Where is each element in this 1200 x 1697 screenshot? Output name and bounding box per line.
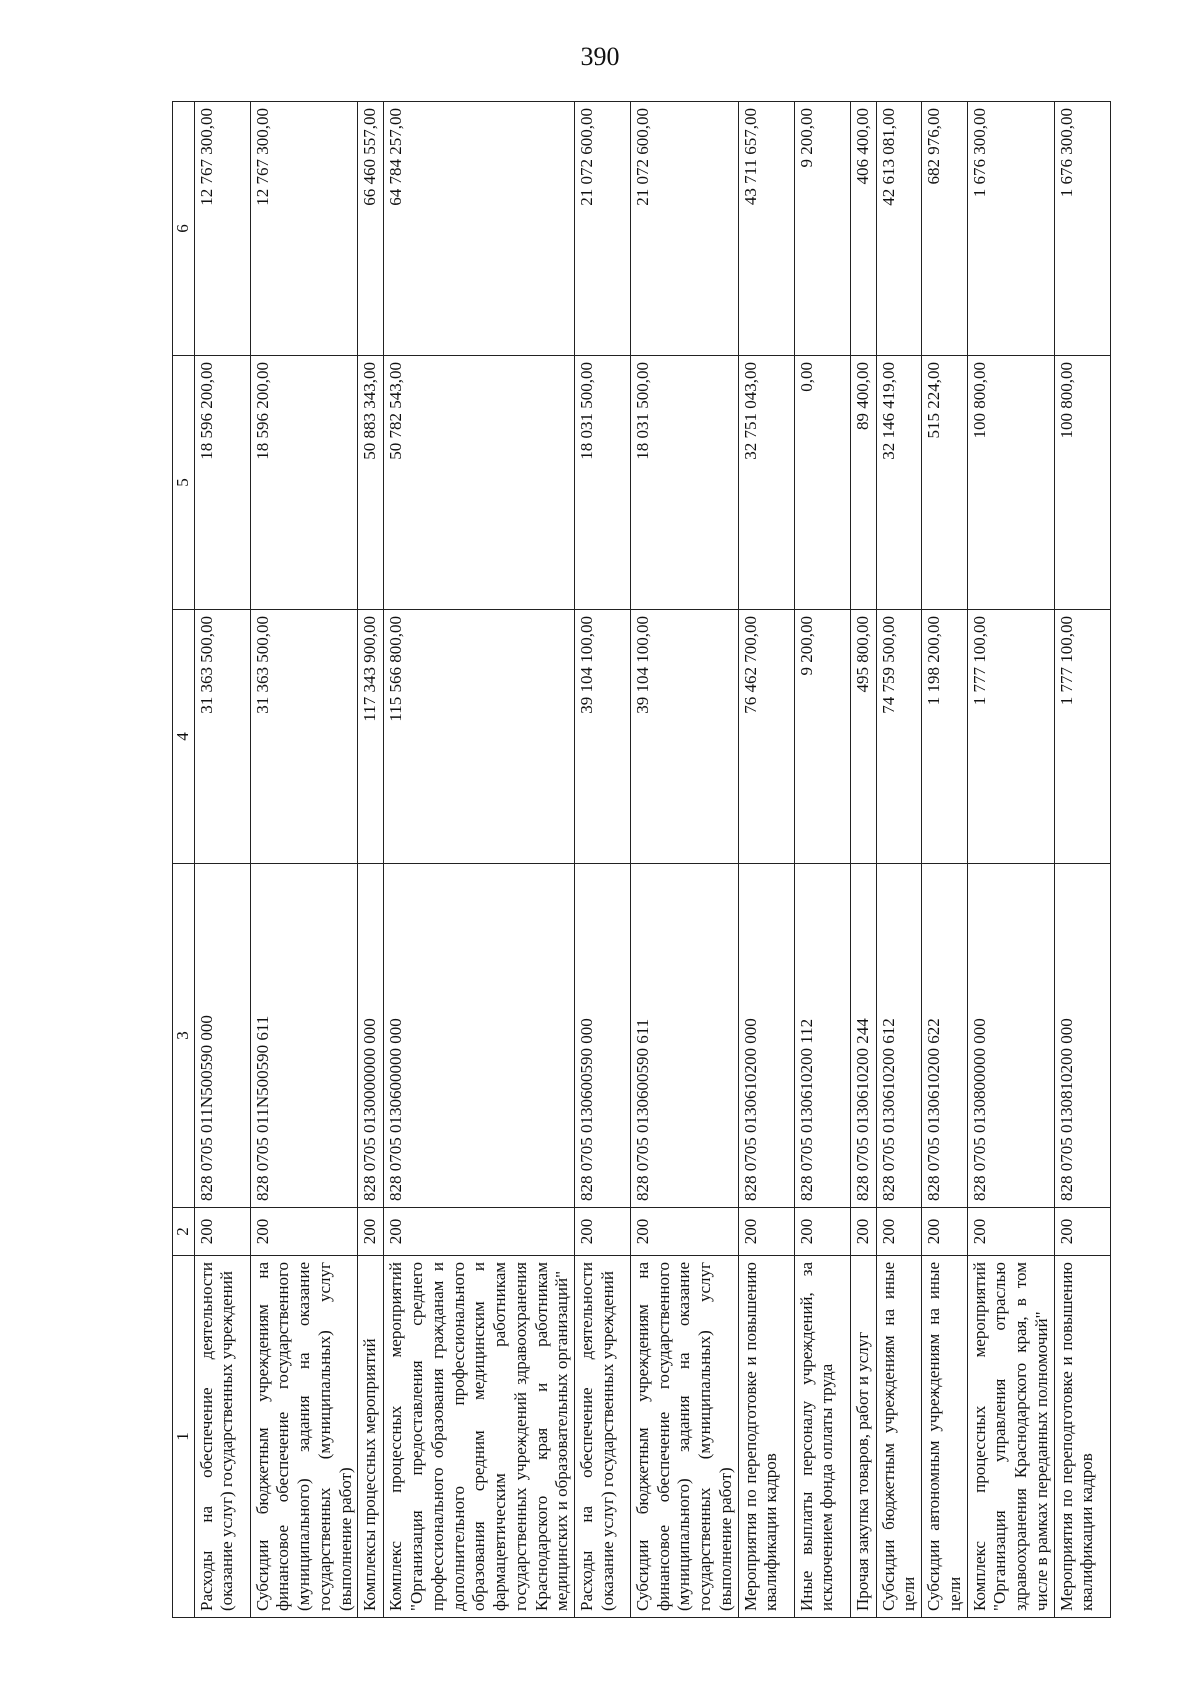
row-unit: 200 (194, 1208, 250, 1256)
row-amount-col5: 18 596 200,00 (194, 356, 250, 610)
header-cell-2: 2 (173, 1208, 195, 1256)
header-cell-6: 6 (173, 102, 195, 356)
table-row (358, 102, 384, 1618)
table-row (876, 102, 921, 1618)
header-cell-1: 1 (173, 1256, 195, 1618)
row-unit: 200 (1054, 1208, 1110, 1256)
row-amount-col6: 66 460 557,00 (358, 102, 384, 356)
row-budget-code: 828 0705 0130610200 622 (922, 864, 967, 1208)
row-amount-col5: 18 596 200,00 (250, 356, 358, 610)
row-amount-col4: 31 363 500,00 (194, 610, 250, 864)
row-amount-col5: 18 031 500,00 (575, 356, 631, 610)
row-amount-col4: 1 198 200,00 (922, 610, 967, 864)
row-unit: 200 (738, 1208, 794, 1256)
row-description: Субсидии бюджетным учреждениям на финансовое обеспечение государственного (муниципального) задания на оказание государственных (муниципальных) услуг (выполнение работ) (631, 1256, 739, 1618)
row-budget-code: 828 0705 0130610200 000 (738, 864, 794, 1208)
row-description: Комплексы процессных мероприятий (358, 1256, 384, 1618)
row-amount-col4: 31 363 500,00 (250, 610, 358, 864)
row-budget-code: 828 0705 0130600590 000 (575, 864, 631, 1208)
row-amount-col4: 1 777 100,00 (967, 610, 1054, 864)
row-amount-col6: 406 400,00 (850, 102, 876, 356)
row-budget-code: 828 0705 0130000000 000 (358, 864, 384, 1208)
row-unit: 200 (794, 1208, 850, 1256)
row-unit: 200 (922, 1208, 967, 1256)
table-header-row (173, 102, 195, 1618)
row-budget-code: 828 0705 0130600590 611 (631, 864, 739, 1208)
row-amount-col6: 1 676 300,00 (967, 102, 1054, 356)
row-unit: 200 (384, 1208, 575, 1256)
row-description: Комплекс процессных мероприятий "Организация управления отраслью здравоохранения Краснодарского края, в том числе в рамках переданных полномочий" (967, 1256, 1054, 1618)
rotated-table-container (172, 102, 1097, 1618)
table-body (173, 102, 1111, 1618)
row-amount-col4: 495 800,00 (850, 610, 876, 864)
row-description: Субсидии бюджетным учреждениям на иные цели (876, 1256, 921, 1618)
row-budget-code: 828 0705 0130810200 000 (1054, 864, 1110, 1208)
row-description: Мероприятия по переподготовке и повышению квалификации кадров (1054, 1256, 1110, 1618)
header-cell-4: 4 (173, 610, 195, 864)
row-amount-col4: 39 104 100,00 (575, 610, 631, 864)
row-budget-code: 828 0705 011N500590 611 (250, 864, 358, 1208)
row-unit: 200 (631, 1208, 739, 1256)
row-amount-col6: 64 784 257,00 (384, 102, 575, 356)
row-amount-col5: 50 883 343,00 (358, 356, 384, 610)
row-budget-code: 828 0705 0130610200 612 (876, 864, 921, 1208)
row-budget-code: 828 0705 0130600000 000 (384, 864, 575, 1208)
row-unit: 200 (250, 1208, 358, 1256)
table-row (922, 102, 967, 1618)
table-row (794, 102, 850, 1618)
table-row (631, 102, 739, 1618)
row-unit: 200 (967, 1208, 1054, 1256)
row-description: Субсидии автономным учреждениям на иные цели (922, 1256, 967, 1618)
table-row (738, 102, 794, 1618)
row-amount-col5: 50 782 543,00 (384, 356, 575, 610)
row-amount-col6: 43 711 657,00 (738, 102, 794, 356)
row-amount-col6: 682 976,00 (922, 102, 967, 356)
row-amount-col5: 515 224,00 (922, 356, 967, 610)
row-amount-col6: 9 200,00 (794, 102, 850, 356)
row-amount-col6: 1 676 300,00 (1054, 102, 1110, 356)
row-amount-col5: 32 751 043,00 (738, 356, 794, 610)
row-description: Комплекс процессных мероприятий "Организация предоставления среднего профессионального образования гражданам и дополнительного профессионального образования средним медицинским и фармацевтическим работникам государственных учреждений здравоохранения Краснодарского края и работникам медицинских и образовательных организаций" (384, 1256, 575, 1618)
row-budget-code: 828 0705 0130610200 244 (850, 864, 876, 1208)
row-amount-col4: 1 777 100,00 (1054, 610, 1110, 864)
row-amount-col4: 117 343 900,00 (358, 610, 384, 864)
row-amount-col5: 89 400,00 (850, 356, 876, 610)
row-budget-code: 828 0705 011N500590 000 (194, 864, 250, 1208)
row-amount-col5: 0,00 (794, 356, 850, 610)
row-description: Иные выплаты персоналу учреждений, за исключением фонда оплаты труда (794, 1256, 850, 1618)
table-row (1054, 102, 1110, 1618)
row-amount-col5: 100 800,00 (967, 356, 1054, 610)
row-amount-col6: 21 072 600,00 (575, 102, 631, 356)
row-amount-col6: 12 767 300,00 (250, 102, 358, 356)
page-number: 390 (580, 42, 620, 71)
row-budget-code: 828 0705 0130610200 112 (794, 864, 850, 1208)
table-row (384, 102, 575, 1618)
row-amount-col4: 39 104 100,00 (631, 610, 739, 864)
header-cell-3: 3 (173, 864, 195, 1208)
table-row (194, 102, 250, 1618)
budget-table (172, 101, 1111, 1618)
row-amount-col4: 74 759 500,00 (876, 610, 921, 864)
row-description: Расходы на обеспечение деятельности (оказание услуг) государственных учреждений (194, 1256, 250, 1618)
row-amount-col5: 100 800,00 (1054, 356, 1110, 610)
row-unit: 200 (358, 1208, 384, 1256)
row-amount-col5: 18 031 500,00 (631, 356, 739, 610)
row-amount-col4: 115 566 800,00 (384, 610, 575, 864)
row-amount-col6: 21 072 600,00 (631, 102, 739, 356)
row-description: Мероприятия по переподготовке и повышению квалификации кадров (738, 1256, 794, 1618)
row-unit: 200 (876, 1208, 921, 1256)
row-amount-col5: 32 146 419,00 (876, 356, 921, 610)
header-cell-5: 5 (173, 356, 195, 610)
row-description: Субсидии бюджетным учреждениям на финансовое обеспечение государственного (муниципального) задания на оказание государственных (муниципальных) услуг (выполнение работ) (250, 1256, 358, 1618)
row-amount-col6: 42 613 081,00 (876, 102, 921, 356)
table-row (250, 102, 358, 1618)
row-unit: 200 (575, 1208, 631, 1256)
row-amount-col6: 12 767 300,00 (194, 102, 250, 356)
table-row (575, 102, 631, 1618)
row-unit: 200 (850, 1208, 876, 1256)
row-description: Прочая закупка товаров, работ и услуг (850, 1256, 876, 1618)
row-budget-code: 828 0705 0130800000 000 (967, 864, 1054, 1208)
row-description: Расходы на обеспечение деятельности (оказание услуг) государственных учреждений (575, 1256, 631, 1618)
row-amount-col4: 9 200,00 (794, 610, 850, 864)
table-row (850, 102, 876, 1618)
row-amount-col4: 76 462 700,00 (738, 610, 794, 864)
table-row (967, 102, 1054, 1618)
